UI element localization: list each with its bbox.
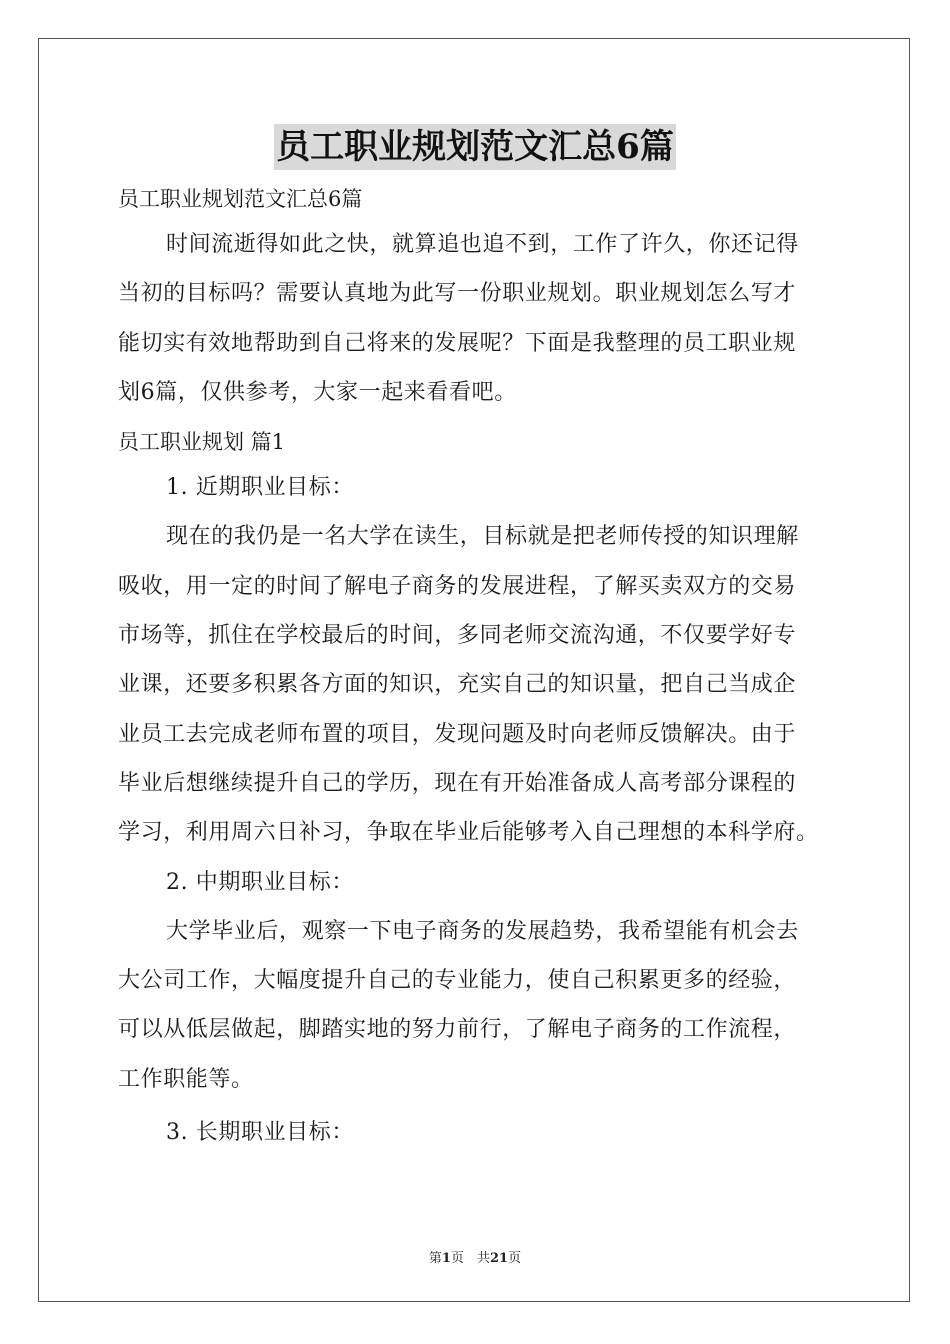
footer-total-pages: 21 (489, 1251, 509, 1266)
paragraph-line: 大学毕业后，观察一下电子商务的发展趋势，我希望能有机会去 (166, 918, 799, 944)
section-heading: 员工职业规划 篇1 (118, 430, 286, 455)
footer-page-number: 1 (441, 1251, 451, 1266)
paragraph-line: 划6篇，仅供参考，大家一起来看看吧。 (118, 379, 517, 405)
item1-paragraph (118, 512, 838, 857)
document-subtitle: 员工职业规划范文汇总6篇 (118, 187, 363, 211)
paragraph-line: 现在的我仍是一名大学在读生，目标就是把老师传授的知识理解 (166, 524, 799, 550)
footer-page-prefix: 第 (428, 1251, 442, 1266)
paragraph-line: 时间流逝得如此之快，就算追也追不到，工作了许久，你还记得 (166, 232, 799, 257)
paragraph-line: 工作职能等。 (118, 1066, 254, 1092)
item2-paragraph (118, 907, 838, 1104)
item2-heading: 2. 中期职业目标： (166, 869, 354, 895)
paragraph-line: 学习，利用周六日补习，争取在毕业后能够考入自己理想的本科学府。 (118, 820, 819, 846)
paragraph-line: 业课，还要多积累各方面的知识，充实自己的知识量，把自己当成企 (118, 672, 797, 698)
paragraph-line: 大公司工作，大幅度提升自己的专业能力，使自己积累更多的经验， (118, 968, 797, 994)
intro-paragraph (118, 220, 838, 417)
paragraph-line: 当初的目标吗？需要认真地为此写一份职业规划。职业规划怎么写才 (118, 281, 797, 307)
item1-heading: 1. 近期职业目标： (166, 475, 354, 501)
document-body (118, 178, 838, 1157)
paragraph-line: 吸收，用一定的时间了解电子商务的发展进程，了解买卖双方的交易 (118, 573, 797, 599)
title-container (0, 124, 950, 170)
paragraph-line: 能切实有效地帮助到自己将来的发展呢？下面是我整理的员工职业规 (118, 330, 797, 356)
paragraph-line: 毕业后想继续提升自己的学历，现在有开始准备成人高考部分课程的 (118, 770, 797, 796)
paragraph-line: 业员工去完成老师布置的项目，发现问题及时向老师反馈解决。由于 (118, 721, 797, 747)
footer-page-suffix: 页 (508, 1251, 522, 1266)
paragraph-line: 市场等，抓住在学校最后的时间，多同老师交流沟通，不仅要学好专 (118, 623, 797, 649)
paragraph-line: 可以从低层做起，脚踏实地的努力前行，了解电子商务的工作流程， (118, 1017, 797, 1043)
footer-page-mid: 页 共 (450, 1251, 490, 1266)
document-title: 员工职业规划范文汇总6篇 (274, 124, 676, 170)
item3-heading: 3. 长期职业目标： (166, 1120, 354, 1146)
page-footer (0, 1247, 950, 1266)
